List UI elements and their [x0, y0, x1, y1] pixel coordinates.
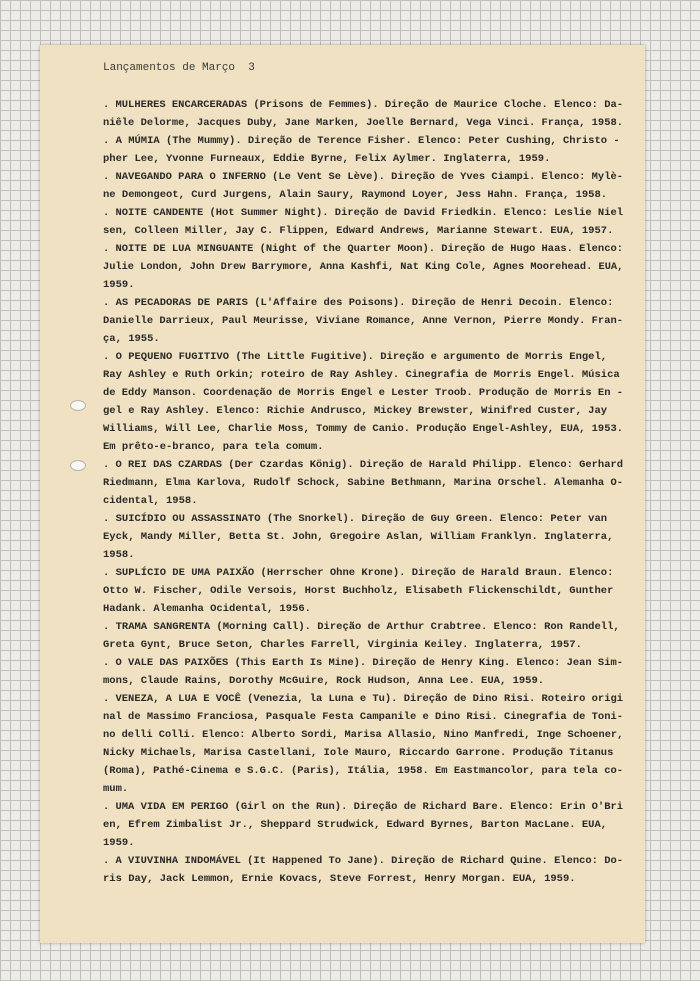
text-line: . TRAMA SANGRENTA (Morning Call). Direção de Arthur Crabtree. Elenco: Ron Randell, — [103, 621, 620, 633]
text-line: de Eddy Manson. Coordenação de Morris Engel e Lester Troob. Produção de Morris En - — [103, 387, 623, 399]
text-line: . VENEZA, A LUA E VOCÊ (Venezia, la Luna e Tu). Direção de Dino Risi. Roteiro origi — [103, 693, 623, 705]
punch-hole — [70, 460, 86, 471]
text-line: sen, Colleen Miller, Jay C. Flippen, Edward Andrews, Marianne Stewart. EUA, 1957. — [103, 225, 614, 237]
text-line: mum. — [103, 783, 129, 795]
text-line: pher Lee, Yvonne Furneaux, Eddie Byrne, Felix Aylmer. Inglaterra, 1959. — [103, 153, 551, 165]
text-line: Riedmann, Elma Karlova, Rudolf Schock, Sabine Bethmann, Marina Orschel. Alemanha O- — [103, 477, 623, 489]
text-line: 1959. — [103, 837, 135, 849]
text-line: . AS PECADORAS DE PARIS (L'Affaire des Poisons). Direção de Henri Decoin. Elenco: — [103, 297, 614, 309]
text-line: ne Demongeot, Curd Jurgens, Alain Saury, Raymond Loyer, Jess Hahn. França, 1958. — [103, 189, 608, 201]
text-line: no delli Colli. Elenco: Alberto Sordi, Marisa Allasio, Nino Manfredi, Inge Schoener, — [103, 729, 624, 741]
page-header: Lançamentos de Março 3 — [103, 62, 255, 74]
text-line: Eyck, Mandy Miller, Betta St. John, Gregoire Aslan, William Franklyn. Inglaterra, — [103, 531, 614, 543]
text-line: . NOITE DE LUA MINGUANTE (Night of the Quarter Moon). Direção de Hugo Haas. Elenco: — [103, 243, 623, 255]
text-line: ça, 1955. — [103, 333, 160, 345]
text-line: . NAVEGANDO PARA O INFERNO (Le Vent Se Lève). Direção de Yves Ciampi. Elenco: Mylè- — [103, 171, 623, 183]
text-line: Hadank. Alemanha Ocidental, 1956. — [103, 603, 311, 615]
text-line: ris Day, Jack Lemmon, Ernie Kovacs, Steve Forrest, Henry Morgan. EUA, 1959. — [103, 873, 576, 885]
text-line: Nicky Michaels, Marisa Castellani, Iole Mauro, Riccardo Garrone. Produção Titanus — [103, 747, 614, 759]
text-line: Otto W. Fischer, Odile Versois, Horst Buchholz, Elisabeth Flickenschildt, Gunther — [103, 585, 614, 597]
text-line: cidental, 1958. — [103, 495, 198, 507]
text-line: niêle Delorme, Jacques Duby, Jane Marken, Joelle Bernard, Vega Vinci. França, 1958. — [103, 117, 623, 129]
text-line: . O REI DAS CZARDAS (Der Czardas König). Direção de Harald Philipp. Elenco: Gerhard — [103, 459, 623, 471]
text-line: . O PEQUENO FUGITIVO (The Little Fugitive). Direção e argumento de Morris Engel, — [103, 351, 608, 363]
text-line: . SUICÍDIO OU ASSASSINATO (The Snorkel). Direção de Guy Green. Elenco: Peter van — [103, 513, 608, 525]
film-list — [103, 96, 623, 888]
text-line: (Roma), Pathé-Cinema e S.G.C. (Paris), Itália, 1958. Em Eastmancolor, para tela co- — [103, 765, 623, 777]
text-line: mons, Claude Rains, Dorothy McGuire, Rock Hudson, Anna Lee. EUA, 1959. — [103, 675, 545, 687]
text-line: 1959. — [103, 279, 135, 291]
text-line: . NOITE CANDENTE (Hot Summer Night). Direção de David Friedkin. Elenco: Leslie Niel — [103, 207, 623, 219]
text-line: . A VIUVINHA INDOMÁVEL (It Happened To Jane). Direção de Richard Quine. Elenco: Do- — [103, 855, 623, 867]
text-line: Greta Gynt, Bruce Seton, Charles Farrell, Virginia Keiley. Inglaterra, 1957. — [103, 639, 582, 651]
text-line: 1958. — [103, 549, 135, 561]
text-line: Em prêto-e-branco, para tela comum. — [103, 441, 324, 453]
text-line: Williams, Will Lee, Charlie Moss, Tommy de Canio. Produção Engel-Ashley, EUA, 1953. — [103, 423, 623, 435]
text-line: . SUPLÍCIO DE UMA PAIXÃO (Herrscher Ohne Krone). Direção de Harald Braun. Elenco: — [103, 567, 614, 579]
text-line: en, Efrem Zimbalist Jr., Sheppard Strudwick, Edward Byrnes, Barton MacLane. EUA, — [103, 819, 608, 831]
text-line: Julie London, John Drew Barrymore, Anna Kashfi, Nat King Cole, Agnes Moorehead. EUA, — [103, 261, 624, 273]
text-line: . MULHERES ENCARCERADAS (Prisons de Femmes). Direção de Maurice Cloche. Elenco: Da- — [103, 99, 623, 111]
text-line: Ray Ashley e Ruth Orkin; roteiro de Ray Ashley. Cinegrafia de Morris Engel. Música — [103, 369, 620, 381]
text-line: nal de Massimo Franciosa, Pasquale Festa Campanile e Dino Risi. Cinegrafia de Toni- — [103, 711, 623, 723]
typed-page — [40, 45, 645, 943]
text-line: . UMA VIDA EM PERIGO (Girl on the Run). Direção de Richard Bare. Elenco: Erin O'Bri — [103, 801, 623, 813]
text-line: . O VALE DAS PAIXÕES (This Earth Is Mine). Direção de Henry King. Elenco: Jean Sim- — [103, 657, 623, 669]
text-line: Danielle Darrieux, Paul Meurisse, Viviane Romance, Anne Vernon, Pierre Mondy. Fran- — [103, 315, 623, 327]
text-line: . A MÚMIA (The Mummy). Direção de Terence Fisher. Elenco: Peter Cushing, Christo - — [103, 135, 620, 147]
punch-hole — [70, 400, 86, 411]
text-line: gel e Ray Ashley. Elenco: Richie Andrusco, Mickey Brewster, Winifred Custer, Jay — [103, 405, 608, 417]
